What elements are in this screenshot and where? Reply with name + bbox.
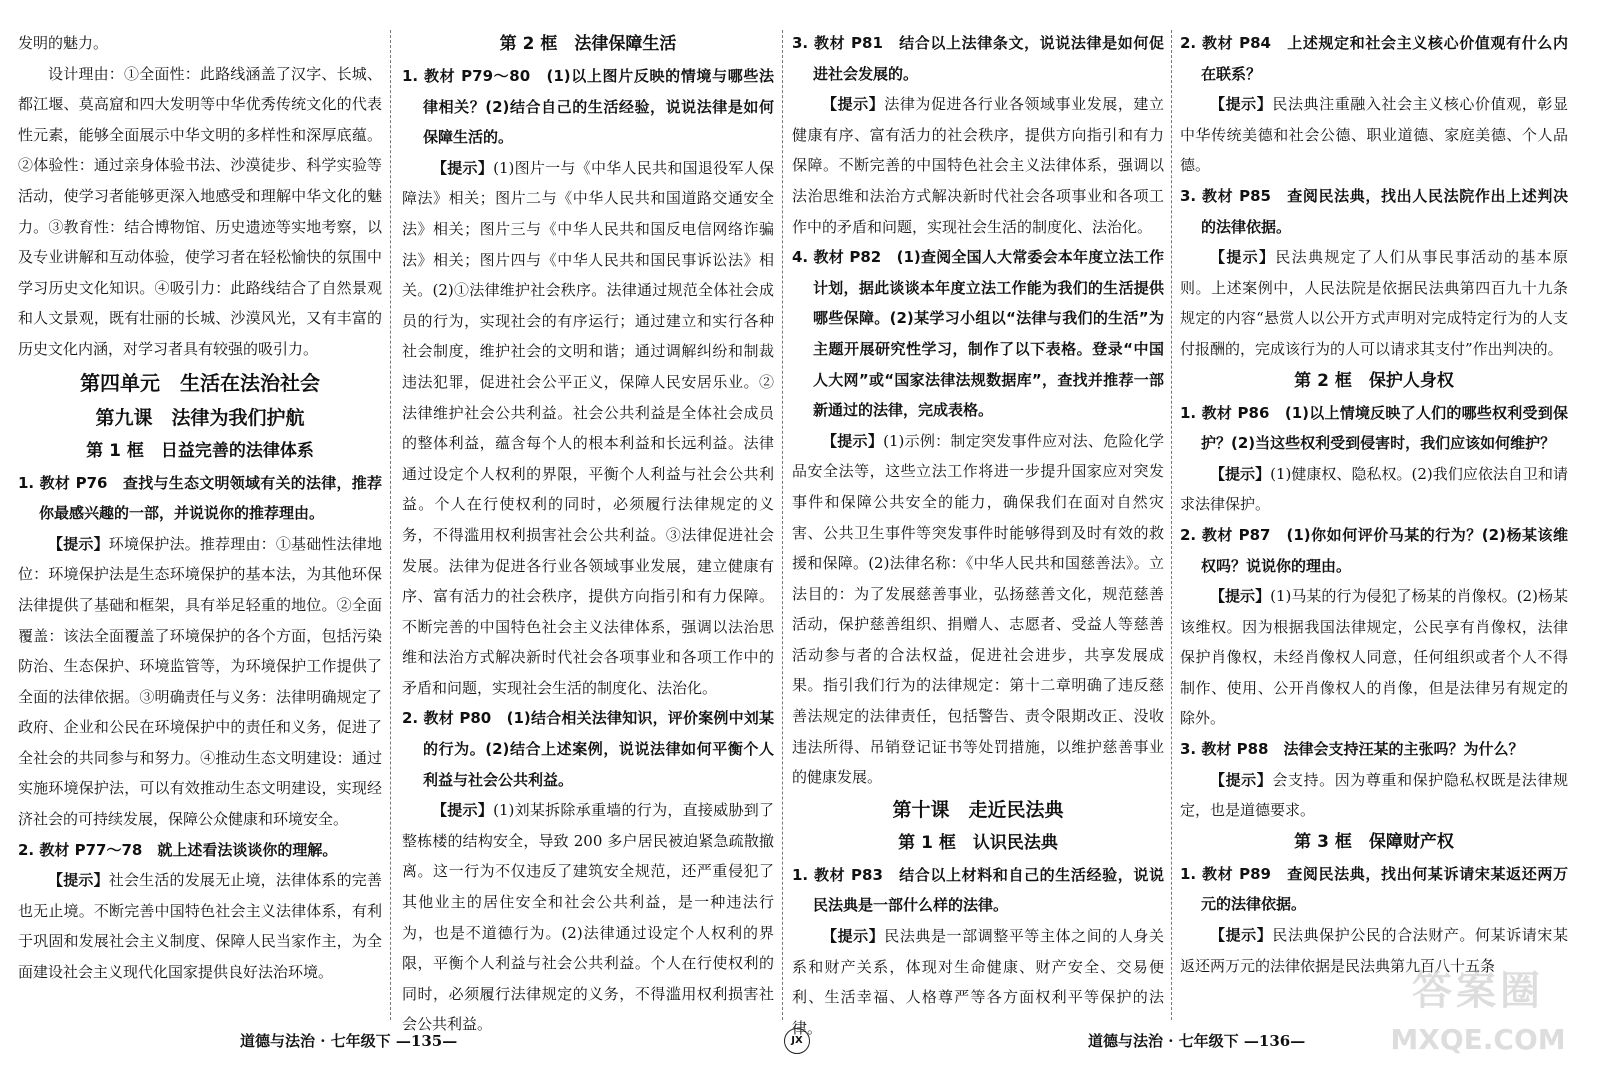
answer-text: 民法典是一部调整平等主体之间的人身关系和财产关系，体现对生命健康、财产安全、交易便利、生活幸福、人格尊严等各方面权利平等保护的法律。 [792, 927, 1164, 1037]
answer [18, 865, 382, 987]
answer-text: (1)马某的行为侵犯了杨某的肖像权。(2)杨某该维权。因为根据我国法律规定，公民享有肖像权，法律保护肖像权，未经肖像权人同意，任何组织或者个人不得制作、使用、公开肖像权人的肖像，但是法律另有规定的除外。 [1180, 587, 1568, 728]
tip-label: 【提示】 [48, 871, 109, 890]
answer [792, 921, 1164, 1043]
watermark-logo [1378, 962, 1578, 1066]
answer-text: (1)健康权、隐私权。(2)我们应依法自卫和请求法律保护。 [1180, 464, 1568, 514]
lesson-heading: 第九课 法律为我们护航 [95, 406, 305, 429]
answer [1180, 242, 1568, 364]
tip-label: 【提示】 [1210, 587, 1271, 606]
column-4 [1180, 28, 1568, 1018]
tip-label: 【提示】 [1210, 770, 1273, 789]
question: 1. 教材 P89 查阅民法典，找出何某诉请宋某返还两万元的法律依据。 [1180, 864, 1568, 914]
question: 2. 教材 P77～78 就上述看法谈谈你的理解。 [18, 840, 338, 859]
question: 3. 教材 P81 结合以上法律条文，说说法律是如何促进社会发展的。 [792, 34, 1164, 83]
column-divider [390, 30, 391, 1020]
jx-badge-icon: JX [784, 1028, 810, 1054]
question: 1. 教材 P83 结合以上材料和自己的生活经验，说说民法典是一部什么样的法律。 [792, 865, 1164, 915]
frame-heading: 第 2 框 保护人身权 [1294, 370, 1454, 391]
frame-heading: 第 3 框 保障财产权 [1294, 831, 1454, 852]
frame-heading: 第 2 框 法律保障生活 [499, 34, 677, 54]
answer [1180, 459, 1568, 520]
question: 2. 教材 P80 (1)结合相关法律知识，评价案例中刘某的行为。(2)结合上述案例，说说法律如何平衡个人利益与社会公共利益。 [402, 709, 774, 789]
answer [402, 795, 774, 1040]
column-divider [1171, 30, 1172, 1020]
paragraph: 设计理由：①全面性：此路线涵盖了汉字、长城、都江堰、莫高窟和四大发明等中华优秀传统文化的代表性元素，能够全面展示中华文明的多样性和深厚底蕴。②体验性：通过亲身体验书法、沙漠徒步、科学实验等活动，使学习者能够更深入地感受和理解中华文化的魅力。③教育性：结合博物馆、历史遗迹等实地考察，以及专业讲解和互动体验，使学习者在轻松愉快的氛围中学习历史文化知识。④吸引力：此路线结合了自然景观和人文景观，既有壮丽的长城、沙漠风光，又有丰富的历史文化内涵，对学习者具有较强的吸引力。 [18, 64, 382, 358]
answer-text: 社会生活的发展无止境，法律体系的完善也无止境。不断完善中国特色社会主义法律体系，有利于巩固和发展社会主义制度、保障人民当家作主，为全面建设社会主义现代化国家提供良好法治环境。 [18, 871, 382, 982]
answer [18, 529, 382, 835]
lesson-heading: 第十课 走近民法典 [892, 798, 1064, 821]
tip-label: 【提示】 [822, 95, 885, 114]
page-footer-left: 道德与法治 · 七年级下 —135— [240, 1032, 458, 1050]
paragraph: 发明的魅力。 [18, 34, 109, 52]
frame-heading: 第 1 框 日益完善的法律体系 [86, 440, 314, 461]
page-footer-right: 道德与法治 · 七年级下 —136— [1088, 1032, 1306, 1050]
tip-label: 【提示】 [1210, 95, 1273, 114]
tip-label: 【提示】 [1210, 248, 1276, 267]
column-3 [792, 28, 1164, 1037]
answer [792, 426, 1164, 793]
answer [1180, 89, 1568, 181]
watermark-text: 答案圈 [1412, 968, 1544, 1014]
answer-text: (1)示例：制定突发事件应对法、危险化学品安全法等，这些立法工作将进一步提升国家应对突发事件和保障公共安全的能力，确保我们在面对自然灾害、公共卫生事件等突发事件时能够得到及时有效的救援和保障。(2)法律名称：《中华人民共和国慈善法》。立法目的：为了发展慈善事业，弘扬慈善文化，规范慈善活动，保护慈善组织、捐赠人、志愿者、受益人等慈善活动参与者的合法权益，促进社会进步，共享发展成果。指引我们行为的法律规定：第十二章明确了违反慈善法规定的法律责任，包括警告、责令限期改正、没收违法所得、吊销登记证书等处罚措施，以维护慈善事业的健康发展。 [792, 431, 1164, 787]
answer [1180, 765, 1568, 826]
frame-heading: 第 1 框 认识民法典 [898, 832, 1058, 853]
tip-label: 【提示】 [1210, 464, 1271, 483]
tip-label: 【提示】 [1210, 926, 1273, 945]
answer [1180, 581, 1568, 734]
unit-heading: 第四单元 生活在法治社会 [80, 370, 320, 395]
question: 3. 教材 P88 法律会支持汪某的主张吗？为什么？ [1180, 740, 1524, 759]
column-2 [402, 28, 774, 1034]
tip-label: 【提示】 [822, 927, 885, 946]
question: 3. 教材 P85 查阅民法典，找出人民法院作出上述判决的法律依据。 [1180, 186, 1568, 236]
answer-text: 法律为促进各行业各领域事业发展，建立健康有序、富有活力的社会秩序，提供方向指引和有力保障。不断完善的中国特色社会主义法律体系，强调以法治思维和法治方式解决新时代社会各项事业和各项工作中的矛盾和问题，实现社会生活的制度化、法治化。 [792, 95, 1164, 236]
column-1 [18, 28, 382, 1018]
answer-text: 会支持。因为尊重和保护隐私权既是法律规定，也是道德要求。 [1180, 770, 1568, 820]
answer-text: 民法典保护公民的合法财产。何某诉请宋某返还两万元的法律依据是民法典第九百八十五条 [1180, 926, 1568, 975]
column-divider [782, 30, 783, 1020]
question: 1. 教材 P76 查找与生态文明领域有关的法律，推荐你最感兴趣的一部，并说说你的推荐理由。 [18, 473, 382, 523]
tip-label: 【提示】 [48, 534, 109, 553]
answer-text: 民法典规定了人们从事民事活动的基本原则。上述案例中，人民法院是依据民法典第四百九十九条规定的内容“悬赏人以公开方式声明对完成特定行为的人支付报酬的，完成该行为的人可以请求其支付”作出判决的。 [1180, 248, 1568, 358]
question: 2. 教材 P84 上述规定和社会主义核心价值观有什么内在联系？ [1180, 34, 1568, 83]
tip-label: 【提示】 [432, 158, 494, 177]
answer-text: (1)刘某拆除承重墙的行为，直接威胁到了整栋楼的结构安全，导致 200 多户居民被迫紧急疏散撤离。这一行为不仅违反了建筑安全规范，还严重侵犯了其他业主的居住安全和社会公共利益，是一种违法行为，也是不道德行为。(2)法律通过设定个人权利的界限，平衡个人利益与社会公共利益。个人在行使权利的同时，必须履行法律规定的义务，不得滥用权利损害社会公共利益。 [402, 801, 774, 1034]
answer [402, 153, 774, 704]
question: 1. 教材 P79～80 (1)以上图片反映的情境与哪些法律相关？(2)结合自己的生活经验，说说法律是如何保障生活的。 [402, 67, 774, 147]
answer [792, 89, 1164, 242]
watermark-url: MXQE.COM [1390, 1023, 1566, 1056]
question: 1. 教材 P86 (1)以上情境反映了人们的哪些权利受到保护？(2)当这些权利受到侵害时，我们应该如何维护？ [1180, 403, 1568, 453]
question: 2. 教材 P87 (1)你如何评价马某的行为？(2)杨某该维权吗？说说你的理由。 [1180, 525, 1568, 575]
tip-label: 【提示】 [822, 431, 884, 450]
tip-label: 【提示】 [432, 801, 494, 820]
question: 4. 教材 P82 (1)查阅全国人大常委会本年度立法工作计划，据此谈谈本年度立法工作能为我们的生活提供哪些保障。(2)某学习小组以“法律与我们的生活”为主题开展研究性学习，制作了以下表格。登录“中国人大网”或“国家法律法规数据库”，查找并推荐一部新通过的法律，完成表格。 [792, 248, 1164, 420]
answer-text: 民法典注重融入社会主义核心价值观，彰显中华传统美德和社会公德、职业道德、家庭美德、个人品德。 [1180, 95, 1568, 175]
answer-text: (1)图片一与《中华人民共和国退役军人保障法》相关；图片二与《中华人民共和国道路交通安全法》相关；图片三与《中华人民共和国反电信网络诈骗法》相关；图片四与《中华人民共和国民事诉讼法》相关。(2)①法律维护社会秩序。法律通过规范全体社会成员的行为，实现社会的有序运行；通过建立和实行各种社会制度，维护社会的文明和谐；通过调解纠纷和制裁违法犯罪，促进社会公平正义，保障人民安居乐业。②法律维护社会公共利益。社会公共利益是全体社会成员的整体利益，蕴含每个人的根本利益和长远利益。法律通过设定个人权利的界限，平衡个人利益与社会公共利益。个人在行使权利的同时，必须履行法律规定的义务，不得滥用权利损害社会公共利益。③法律促进社会发展。法律为促进各行业各领域事业发展，建立健康有序、富有活力的社会秩序，提供方向指引和有力保障。不断完善的中国特色社会主义法律体系，强调以法治思维和法治方式解决新时代社会各项事业和各项工作中的矛盾和问题，实现社会生活的制度化、法治化。 [402, 158, 774, 697]
answer-text: 环境保护法。推荐理由：①基础性法律地位：环境保护法是生态环境保护的基本法，为其他环保法律提供了基础和框架，具有举足轻重的地位。②全面覆盖：该法全面覆盖了环境保护的各个方面，包括污染防治、生态保护、环境监管等，为环境保护工作提供了全面的法律依据。③明确责任与义务：法律明确规定了政府、企业和公民在环境保护中的责任和义务，促进了全社会的共同参与和努力。④推动生态文明建设：通过实施环境保护法，可以有效推动生态文明建设，实现经济社会的可持续发展，保障公众健康和环境安全。 [18, 534, 382, 829]
